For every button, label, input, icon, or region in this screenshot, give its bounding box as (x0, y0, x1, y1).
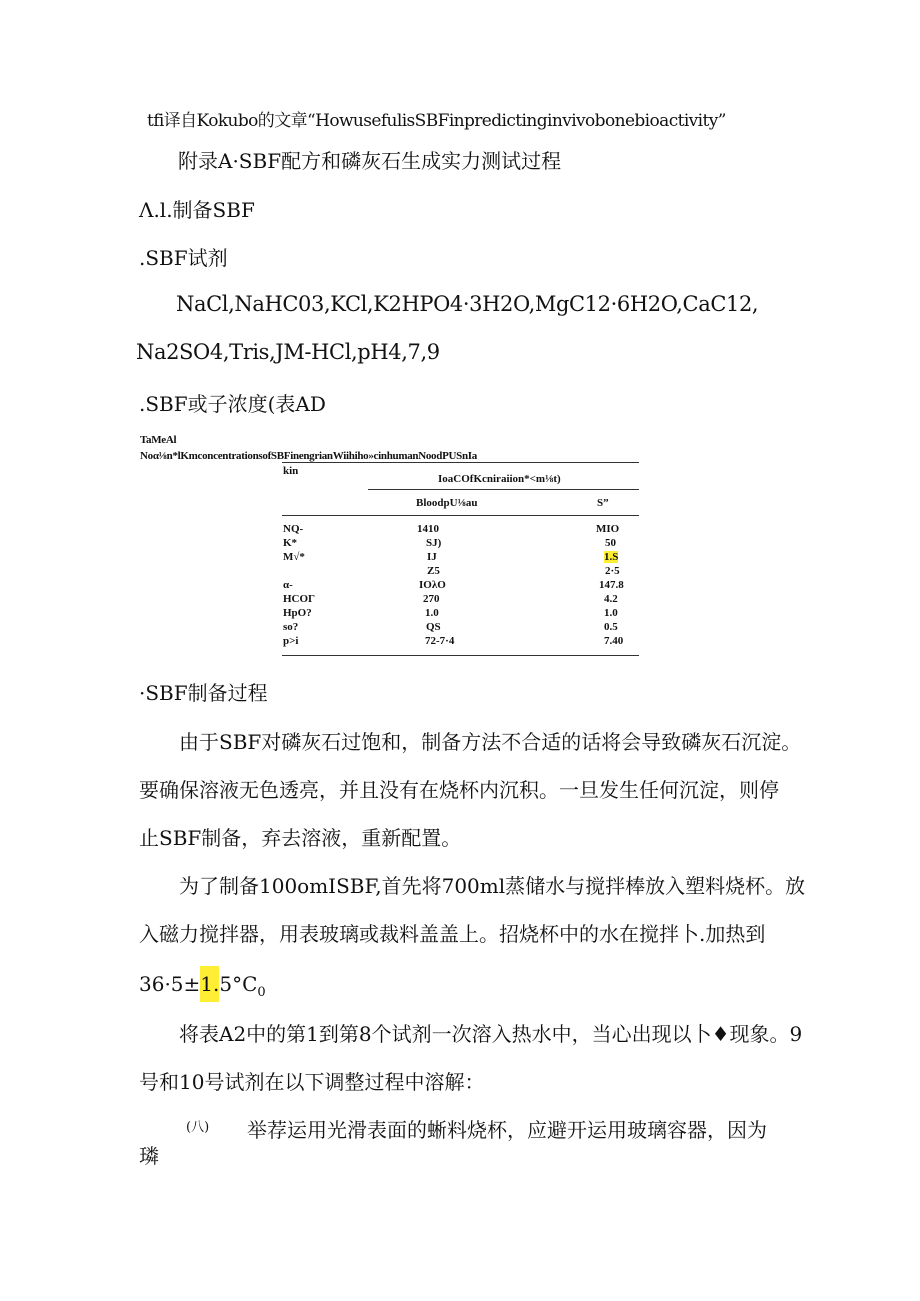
source-note: tfi译自Kokubo的文章“HowusefulisSBFinpredictinginvivobonebioactivity” (147, 111, 726, 131)
cell-blood: IJ (427, 551, 437, 563)
section-a1-heading: Λ.l.制备SBF (139, 198, 255, 222)
para2-line1: 为了制备100omISBF,首先将700ml蒸储水与搅拌棒放入塑料烧杯。放 (179, 874, 806, 898)
list-item-line2: 璘 (139, 1144, 159, 1168)
cell-sbf-highlighted: 1.S (604, 551, 619, 563)
cell-ion: M√* (283, 551, 305, 563)
para1-line1: 由于SBF对磷灰石过饱和，制备方法不合适的话将会导致磷灰石沉淀。 (179, 730, 802, 754)
table-header-concentration: IoaCOfKcniraiion*<m⅛t) (438, 473, 561, 485)
table-bottom-rule (282, 655, 639, 656)
prep-heading: ·SBF制备过程 (139, 681, 268, 705)
reagents-heading: .SBF试剂 (139, 246, 228, 270)
para1-line3: 止SBF制备，弃去溶液，重新配置。 (139, 826, 462, 850)
temperature-suffix: 5°C (219, 972, 258, 996)
cell-ion: HpO? (283, 607, 312, 619)
cell-sbf: MIO (596, 523, 620, 535)
cell-blood: QS (426, 621, 441, 633)
table-header-sbf: S” (597, 497, 609, 509)
reagents-line-1: NaCl,NaHC03,KCl,K2HPO4·3H2O,MgC12·6H2O,CaC12, (176, 292, 759, 316)
reagents-line-2: Na2SO4,Tris,JM-HCl,pH4,7,9 (136, 340, 440, 364)
table-header-blood: BloodpU⅛au (416, 497, 478, 509)
list-item-line1: 举荐运用光滑表面的蜥料烧杯，应避开运用玻璃容器，因为 (247, 1118, 767, 1142)
cell-sbf: 1.0 (604, 607, 618, 619)
para1-line2: 要确保溶液无色透亮，并且没有在烧杯内沉积。一旦发生任何沉淀，则停 (139, 778, 779, 802)
cell-blood: 1410 (417, 523, 439, 535)
para3-line1: 将表A2中的第1到第8个试剂一次溶入热水中，当心出现以卜♦现象。9 (179, 1022, 803, 1046)
table-caption-label: TaMeAl (140, 434, 177, 446)
table-group-rule (368, 489, 639, 490)
para3-line2: 号和10号试剂在以下调整过程中溶解： (139, 1070, 485, 1094)
cell-blood: IOλO (419, 579, 446, 591)
cell-blood: 270 (423, 593, 440, 605)
cell-sbf: 7.40 (604, 635, 624, 647)
cell-ion: so? (283, 621, 299, 633)
cell-sbf: 50 (605, 537, 616, 549)
table-header-rule (282, 515, 639, 516)
cell-blood: SJ) (426, 537, 442, 549)
temperature-highlight: 1. (200, 966, 219, 1002)
cell-sbf: 0.5 (604, 621, 618, 633)
cell-blood: 72-7·4 (425, 635, 455, 647)
cell-ion: α- (283, 579, 293, 591)
cell-ion: p>i (283, 635, 299, 647)
cell-blood: Z5 (427, 565, 440, 577)
table-caption-title: Noα⅛n*lKmconcentrationsofSBFinengrianWiihiho»cinhumanNoodPUSnIa (140, 450, 477, 462)
cell-sbf: 2·5 (605, 565, 620, 577)
cell-ion: HCOΓ (283, 593, 316, 605)
cell-sbf: 4.2 (604, 593, 618, 605)
table-top-rule (282, 462, 639, 463)
cell-ion: NQ- (283, 523, 304, 535)
cell-ion: K* (283, 537, 298, 549)
cell-blood: 1.0 (425, 607, 439, 619)
cell-sbf: 147.8 (599, 579, 624, 591)
appendix-title: 附录A·SBF配方和磷灰石生成实力测试过程 (178, 149, 562, 173)
para2-line2: 入磁力搅拌器，用表玻璃或裁料盖盖上。招烧杯中的水在搅拌卜.加热到 (139, 922, 766, 946)
table-header-ion: kin (283, 465, 299, 477)
list-item-marker: (八) (186, 1120, 210, 1135)
ion-concentration-heading: .SBF或子浓度(表AD (139, 392, 326, 416)
temperature-prefix: 36·5± (139, 972, 201, 996)
temperature-subscript: 0 (257, 985, 266, 1000)
temperature-line (139, 966, 266, 1002)
